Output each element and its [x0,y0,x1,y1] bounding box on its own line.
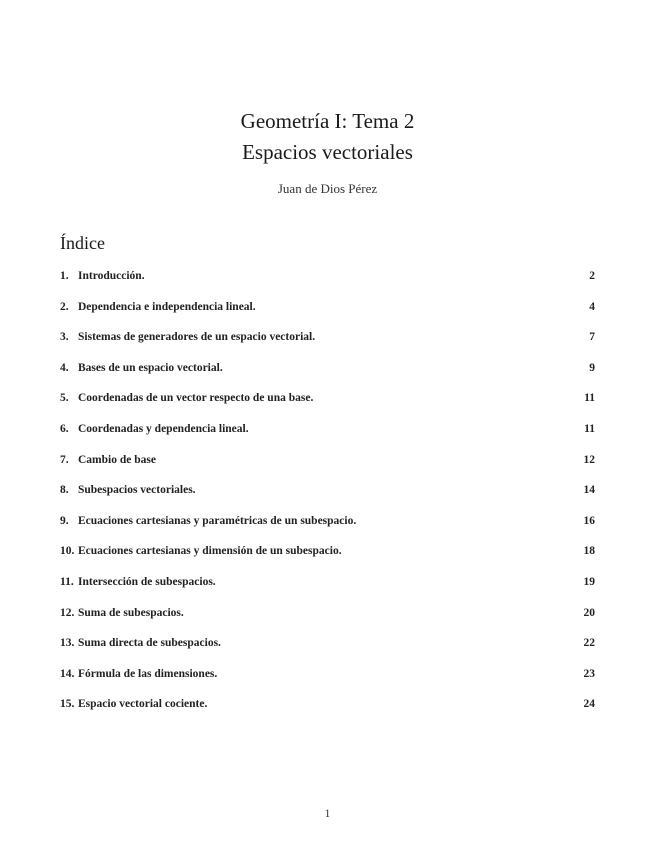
toc-entry-page: 11 [584,422,595,435]
toc-entry-number: 4. [60,361,69,374]
toc-entry-title: Coordenadas de un vector respecto de una base. [78,392,314,405]
toc-entry-title: Suma de subespacios. [78,606,184,619]
toc-entry-title: Introducción. [78,270,145,282]
toc-entry[interactable] [60,605,595,636]
toc-entry-title: Fórmula de las dimensiones. [78,667,218,680]
toc-entry-number: 12. [60,606,75,619]
toc-entry[interactable] [60,360,595,391]
toc-entry[interactable] [60,574,595,605]
toc-entry[interactable] [60,329,595,360]
toc-entry-page: 2 [589,270,595,282]
toc-heading: Índice [60,233,105,253]
toc-entry-title: Espacio vectorial cociente. [78,698,208,711]
toc-entry-page: 20 [583,606,595,619]
toc-entry-page: 19 [583,575,595,588]
toc-entry-title: Coordenadas y dependencia lineal. [78,422,249,435]
toc-entry-title: Dependencia e independencia lineal. [78,300,256,313]
toc-entry-number: 5. [60,392,69,405]
toc-entry-title: Cambio de base [78,453,156,466]
toc-entry-title: Ecuaciones cartesianas y dimensión de un subespacio. [78,545,342,558]
toc-entry[interactable] [60,482,595,513]
document-author: Juan de Dios Pérez [277,181,378,196]
toc-entry-number: 14. [60,667,75,680]
toc-entry-title: Ecuaciones cartesianas y paramétricas de un subespacio. [78,514,357,527]
toc-entry[interactable] [60,421,595,452]
toc-entry-number: 3. [60,331,69,344]
toc-entry-title: Suma directa de subespacios. [78,637,221,650]
document-subtitle: Espacios vectoriales [242,140,413,164]
toc-entry-page: 12 [583,453,595,466]
toc-entry[interactable] [60,635,595,666]
toc-entry-number: 8. [60,484,69,497]
toc-entry-title: Subespacios vectoriales. [78,484,196,497]
toc-entry-page: 4 [589,300,595,313]
toc-entry-page: 14 [583,484,595,497]
toc-entry-page: 11 [584,392,595,405]
toc-entry-number: 11. [60,575,74,588]
toc-entry-title: Sistemas de generadores de un espacio vectorial. [78,331,316,344]
toc-entry-number: 9. [60,514,69,527]
toc-entry[interactable] [60,513,595,544]
toc-entry-number: 2. [60,300,69,313]
toc-entry[interactable] [60,543,595,574]
toc-entry-page: 24 [583,698,595,711]
table-of-contents [60,268,595,727]
toc-entry[interactable] [60,299,595,330]
toc-entry-number: 6. [60,422,69,435]
toc-entry-number: 1. [60,270,69,282]
toc-entry-number: 15. [60,698,75,711]
toc-entry[interactable] [60,452,595,483]
toc-entry-number: 7. [60,453,69,466]
toc-entry[interactable] [60,390,595,421]
toc-entry[interactable] [60,666,595,697]
toc-entry-title: Bases de un espacio vectorial. [78,361,223,374]
toc-entry[interactable] [60,696,595,727]
toc-entry-number: 10. [60,545,75,558]
toc-entry-page: 22 [583,637,595,650]
toc-entry-page: 9 [589,361,595,374]
toc-entry-number: 13. [60,637,75,650]
toc-entry-page: 16 [583,514,595,527]
toc-entry-title: Intersección de subespacios. [78,575,216,588]
document-title: Geometría I: Tema 2 [240,109,415,133]
toc-entry-page: 7 [589,331,595,344]
toc-entry-page: 18 [583,545,595,558]
toc-entry[interactable] [60,268,595,299]
toc-entry-page: 23 [583,667,595,680]
page-number: 1 [324,808,331,820]
